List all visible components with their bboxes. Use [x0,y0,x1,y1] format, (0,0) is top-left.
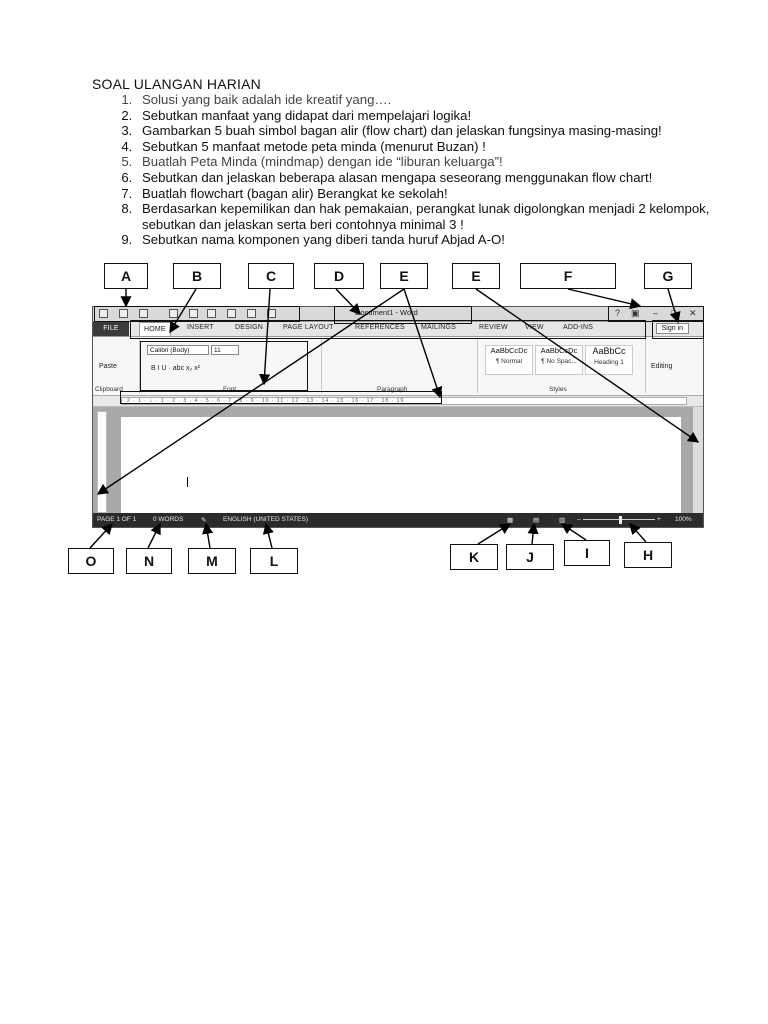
tab-references[interactable]: REFERENCES [355,324,405,331]
minimize-icon[interactable]: – [653,308,659,318]
page-count[interactable]: PAGE 1 OF 1 [97,516,137,523]
maximize-icon[interactable]: □ [671,308,677,318]
question-item: 8. Berdasarkan kepemilikan dan hak pemakaian, perangkat lunak digolongkan menjadi 2 kelompok, sebutkan dan jelaskan serta beri contohnya minimal 3 ! [136,201,736,232]
tab-review[interactable]: REVIEW [479,324,508,331]
editing-button[interactable]: Editing [651,363,673,370]
label-box-h: H [624,542,672,568]
web-layout-icon[interactable]: ▥ [559,517,566,524]
style-name: Heading 1 [594,359,624,366]
question-item: 3. Gambarkan 5 buah simbol bagan alir (flow chart) dan jelaskan fungsinya masing-masing! [136,123,736,139]
label-box-c: C [248,263,294,289]
ribbon-display-icon[interactable]: ▣ [631,308,640,318]
highlight-ruler [120,391,442,404]
vertical-scrollbar[interactable] [692,407,703,515]
question-item: 1. Solusi yang baik adalah ide kreatif yang…. [136,92,736,108]
paragraph-group [323,339,478,393]
zoom-slider-handle[interactable] [619,516,622,524]
label-box-f: F [520,263,616,289]
tab-mailings[interactable]: MAILINGS [421,324,457,331]
label-box-a: A [104,263,148,289]
vertical-ruler [97,411,107,513]
label-box-b: B [173,263,221,289]
question-item: 7. Buatlah flowchart (bagan alir) Berangkat ke sekolah! [136,186,736,202]
tab-page-layout[interactable]: PAGE LAYOUT [283,324,334,331]
label-box-g: G [644,263,692,289]
font-name-select[interactable]: Calibri (Body) [147,345,209,355]
document-area [93,407,703,515]
label-box-j: J [506,544,554,570]
clipboard-group-label: Clipboard [95,386,123,393]
proofing-icon[interactable]: ✎ [201,517,207,524]
help-icon[interactable]: ? [615,308,621,318]
style-no-spacing[interactable] [535,345,583,375]
text-cursor [187,477,188,487]
sign-in-button[interactable]: Sign in [656,323,689,334]
ruler-scale: · 2 · 1 · ⌂ · 1 · 2 · 3 · 4 · 5 · 6 · 7 · 8 · 9 · 10 · 11 · 12 · 13 · 14 · 15 · 16 · 17 · 18 · 19 [121,397,687,405]
question-item: 9. Sebutkan nama komponen yang diberi tanda huruf Abjad A-O! [136,232,736,248]
label-box-e: E [380,263,428,289]
print-layout-icon[interactable]: ▤ [533,517,540,524]
label-box-o: O [68,548,114,574]
style-name: ¶ No Spac... [541,358,577,365]
question-item: 5. Buatlah Peta Minda (mindmap) dengan ide “liburan keluarga”! [136,154,736,170]
label-box-i: I [564,540,610,566]
question-item: 6. Sebutkan dan jelaskan beberapa alasan mengapa seseorang menggunakan flow chart! [136,170,736,186]
label-box-n: N [126,548,172,574]
question-item: 2. Sebutkan manfaat yang didapat dari mempelajari logika! [136,108,736,124]
label-box-l: L [250,548,298,574]
tab-design[interactable]: DESIGN [235,324,264,331]
language-indicator[interactable]: ENGLISH (UNITED STATES) [223,516,308,523]
page-title: SOAL ULANGAN HARIAN [92,76,261,92]
zoom-in-icon[interactable]: + [657,516,661,523]
tab-view[interactable]: VIEW [525,324,544,331]
paragraph-group-label: Paragraph [377,386,408,393]
style-preview: AaBbCcDc [490,346,528,355]
label-box-k: K [450,544,498,570]
highlight-font-group [140,341,308,391]
styles-group [481,339,646,393]
highlight-sign-in [652,320,704,339]
style-preview: AaBbCc [592,346,626,356]
tab-insert[interactable]: INSERT [187,324,214,331]
zoom-out-icon[interactable]: – [577,516,581,523]
word-count[interactable]: 0 WORDS [153,516,184,523]
style-name: ¶ Normal [495,358,523,365]
label-box-e-second: E [452,263,500,289]
clipboard-group [95,339,140,393]
label-box-m: M [188,548,236,574]
question-list [92,92,736,248]
style-normal[interactable] [485,345,533,375]
tab-file[interactable]: FILE [93,322,129,336]
tab-add-ins[interactable]: ADD-INS [563,324,594,331]
styles-group-label: Styles [549,386,567,393]
font-size-select[interactable]: 11 [211,345,239,355]
tab-home[interactable]: HOME [139,322,171,336]
status-bar [93,513,703,527]
paste-button[interactable]: Paste [99,363,117,370]
font-format-buttons[interactable]: B I U · abc x₂ x² [151,365,201,372]
label-box-d: D [314,263,364,289]
zoom-level[interactable]: 100% [675,516,692,523]
style-preview: AaBbCcDc [540,346,578,355]
question-item: 4. Sebutkan 5 manfaat metode peta minda (menurut Buzan) ! [136,139,736,155]
font-group-label: Font [223,386,237,393]
document-title: Document1 - Word [355,308,418,317]
read-mode-icon[interactable]: ▦ [507,517,514,524]
document-page[interactable] [121,417,681,517]
style-heading-1[interactable] [585,345,633,375]
close-icon[interactable]: ✕ [689,308,697,318]
highlight-ribbon-tabs [130,320,646,339]
word-window [92,306,704,528]
